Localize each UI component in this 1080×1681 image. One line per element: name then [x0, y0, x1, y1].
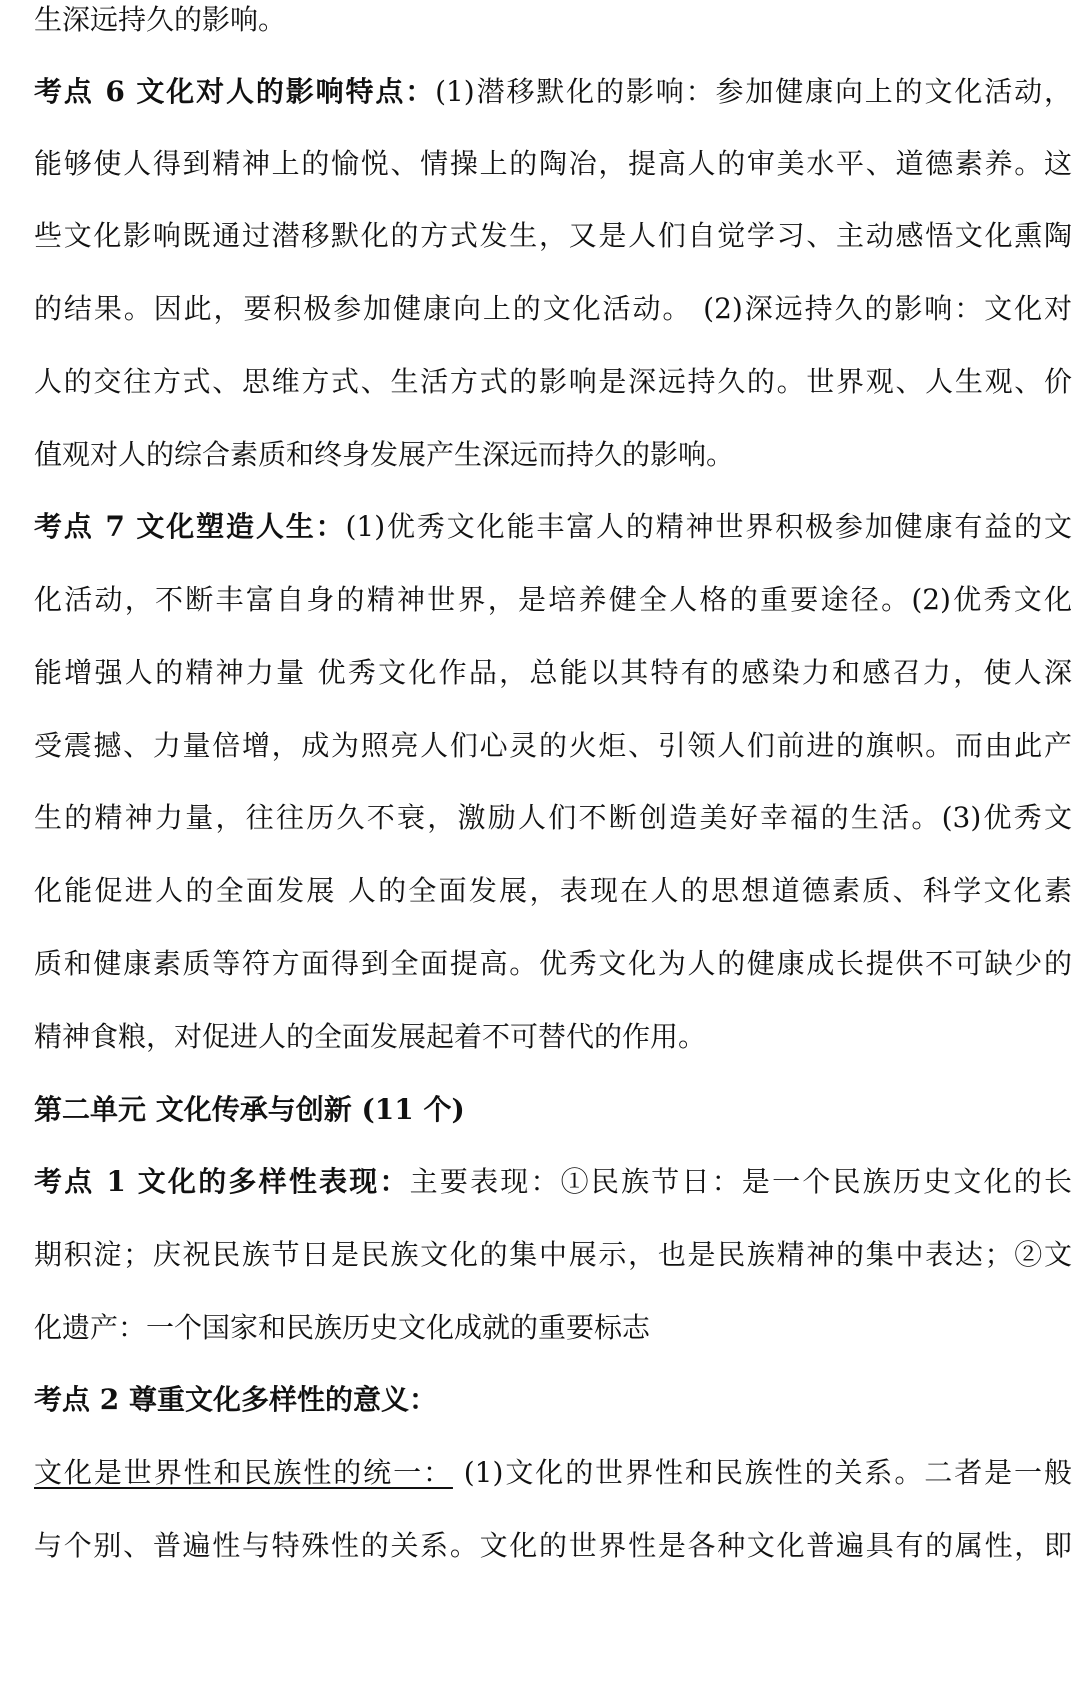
text-line-5 [34, 289, 1072, 329]
underlined-subheading: 文化是世界性和民族性的统一： [34, 1456, 453, 1489]
text-run: 生的精神力量，往往历久不衰，激励人们不断创造美好幸福的生活。(3)优秀文 [34, 801, 1072, 834]
text-line-19 [34, 1308, 1072, 1348]
text-line-8 [34, 507, 1072, 547]
text-line-15 [34, 1017, 1072, 1057]
heading-kaodian-7: 考点 7 文化塑造人生： [34, 510, 346, 543]
text-line-20 [34, 1380, 1072, 1420]
heading-kaodian-6: 考点 6 文化对人的影响特点： [34, 75, 436, 108]
text-run: (1)文化的世界性和民族性的关系。二者是一般 [452, 1456, 1072, 1489]
text-run: 主要表现：①民族节日：是一个民族历史文化的长 [409, 1165, 1072, 1198]
text-line-11 [34, 726, 1072, 766]
text-run: (1)优秀文化能丰富人的精神世界积极参加健康有益的文 [345, 510, 1072, 543]
text-line-4 [34, 216, 1072, 256]
text-run: 些文化影响既通过潜移默化的方式发生，又是人们自觉学习、主动感悟文化熏陶 [34, 219, 1072, 252]
text-line-6 [34, 362, 1072, 402]
text-line-10 [34, 653, 1072, 693]
text-line-1 [34, 0, 1072, 40]
heading-kaodian-1: 考点 1 文化的多样性表现： [34, 1165, 410, 1198]
text-run: 与个别、普遍性与特殊性的关系。文化的世界性是各种文化普遍具有的属性，即 [34, 1529, 1072, 1562]
text-run: 受震撼、力量倍增，成为照亮人们心灵的火炬、引领人们前进的旗帜。而由此产 [34, 729, 1072, 762]
text-run: 能够使人得到精神上的愉悦、情操上的陶冶，提高人的审美水平、道德素养。这 [34, 147, 1072, 180]
text-line-13 [34, 871, 1072, 911]
text-line-7 [34, 435, 1072, 475]
text-line-14 [34, 944, 1072, 984]
text-run: 生深远持久的影响。 [34, 3, 287, 36]
text-line-12 [34, 798, 1072, 838]
text-line-21 [34, 1453, 1072, 1493]
text-run: 质和健康素质等符方面得到全面提高。优秀文化为人的健康成长提供不可缺少的 [34, 947, 1072, 980]
text-run: 化活动，不断丰富自身的精神世界，是培养健全人格的重要途径。(2)优秀文化 [34, 583, 1072, 616]
unit-title: 第二单元 文化传承与创新 (11 个) [34, 1093, 465, 1126]
text-run: (1)潜移默化的影响：参加健康向上的文化活动， [435, 75, 1072, 108]
text-line-17 [34, 1162, 1072, 1202]
text-run: 化能促进人的全面发展 人的全面发展，表现在人的思想道德素质、科学文化素 [34, 874, 1072, 907]
text-line-3 [34, 144, 1072, 184]
text-run: 能增强人的精神力量 优秀文化作品，总能以其特有的感染力和感召力，使人深 [34, 656, 1072, 689]
text-run: 人的交往方式、思维方式、生活方式的影响是深远持久的。世界观、人生观、价 [34, 365, 1072, 398]
text-run: 期积淀；庆祝民族节日是民族文化的集中展示，也是民族精神的集中表达；②文 [34, 1238, 1072, 1271]
text-line-18 [34, 1235, 1072, 1275]
text-run: 化遗产：一个国家和民族历史文化成就的重要标志 [34, 1311, 651, 1344]
heading-kaodian-2: 考点 2 尊重文化多样性的意义： [34, 1383, 437, 1416]
text-run: 值观对人的综合素质和终身发展产生深远而持久的影响。 [34, 438, 735, 471]
text-line-2 [34, 72, 1072, 112]
text-line-22 [34, 1526, 1072, 1566]
text-line-9 [34, 580, 1072, 620]
unit-heading [34, 1090, 1072, 1130]
text-run: 精神食粮，对促进人的全面发展起着不可替代的作用。 [34, 1020, 707, 1053]
text-run: 的结果。因此，要积极参加健康向上的文化活动。 (2)深远持久的影响：文化对 [34, 292, 1072, 325]
